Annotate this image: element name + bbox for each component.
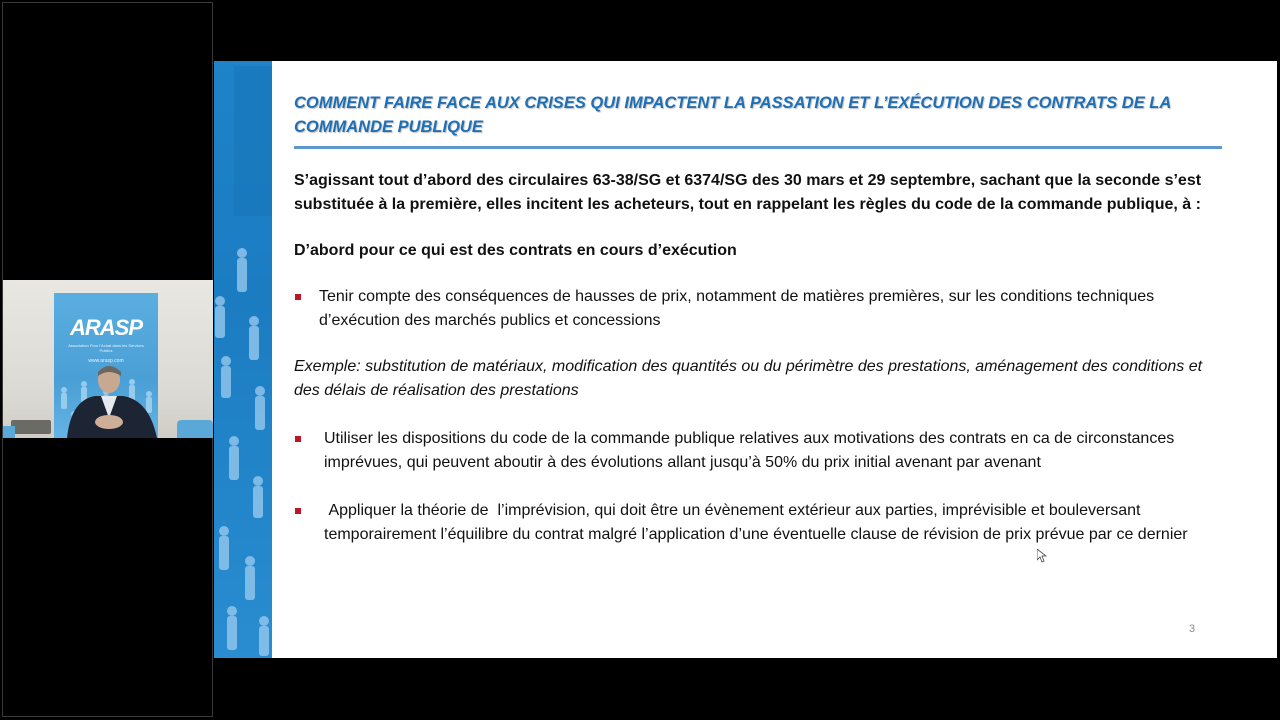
bullet-item <box>294 499 1224 547</box>
red-square-bullet-icon <box>295 436 301 442</box>
mouse-cursor-icon <box>1037 549 1047 563</box>
slide-body <box>294 169 1224 547</box>
red-square-bullet-icon <box>295 508 301 514</box>
bullet-text: Appliquer la théorie de l’imprévision, qui doit être un évènement extérieur aux parties, imprévisible et bouleversant temporairement l’équilibre du contrat malgré l’application d’une éventuelle clause de révision de prix prévue par ce dernier <box>324 502 1188 543</box>
bullet-item <box>294 427 1224 475</box>
laptop <box>11 420 51 434</box>
chair <box>3 426 15 438</box>
red-square-bullet-icon <box>295 294 301 300</box>
crowd-silhouettes-icon <box>214 241 272 658</box>
bullet-text: Tenir compte des conséquences de hausses de prix, notamment de matières premières, sur les conditions techniques d’exécution des marchés publics et concessions <box>319 288 1155 329</box>
slide-page-number: 3 <box>1189 623 1196 635</box>
slide-sidebar-decoration <box>214 61 272 658</box>
chair <box>177 420 213 438</box>
example-paragraph: Exemple: substitution de matériaux, modification des quantités ou du périmètre des prestations, aménagement des conditions et des délais de réalisation des prestations <box>294 358 1203 399</box>
banner-logo: ARASP <box>69 315 142 340</box>
bullet-text: Utiliser les dispositions du code de la commande publique relatives aux motivations des contrats en ca de circonstances imprévues, qui peuvent aboutir à des évolutions allant jusqu’à 50% du prix initial avenant par avenant <box>324 430 1175 471</box>
title-divider <box>294 146 1222 149</box>
presentation-slide <box>214 61 1277 658</box>
speaker-silhouette-icon <box>61 358 161 438</box>
sidebar-shade <box>234 66 272 216</box>
banner-url: www.arasp.com <box>88 358 124 364</box>
section-subheading: D’abord pour ce qui est des contrats en cours d’exécution <box>294 242 737 259</box>
speaker-video-tile[interactable] <box>3 280 213 438</box>
intro-paragraph: S’agissant tout d’abord des circulaires 63-38/SG et 6374/SG des 30 mars et 29 septembre, sachant que la seconde s’est substituée à la première, elles incitent les acheteurs, tout en rappelant les règles du code de la commande publique, à : <box>294 172 1202 213</box>
banner-tagline: Association Pour l'Achat dans les Services Publics <box>68 343 144 353</box>
slide-title: COMMENT FAIRE FACE AUX CRISES QUI IMPACTENT LA PASSATION ET L’EXÉCUTION DES CONTRATS DE LA COMMANDE PUBLIQUE <box>294 94 1171 136</box>
bullet-item <box>294 285 1224 333</box>
